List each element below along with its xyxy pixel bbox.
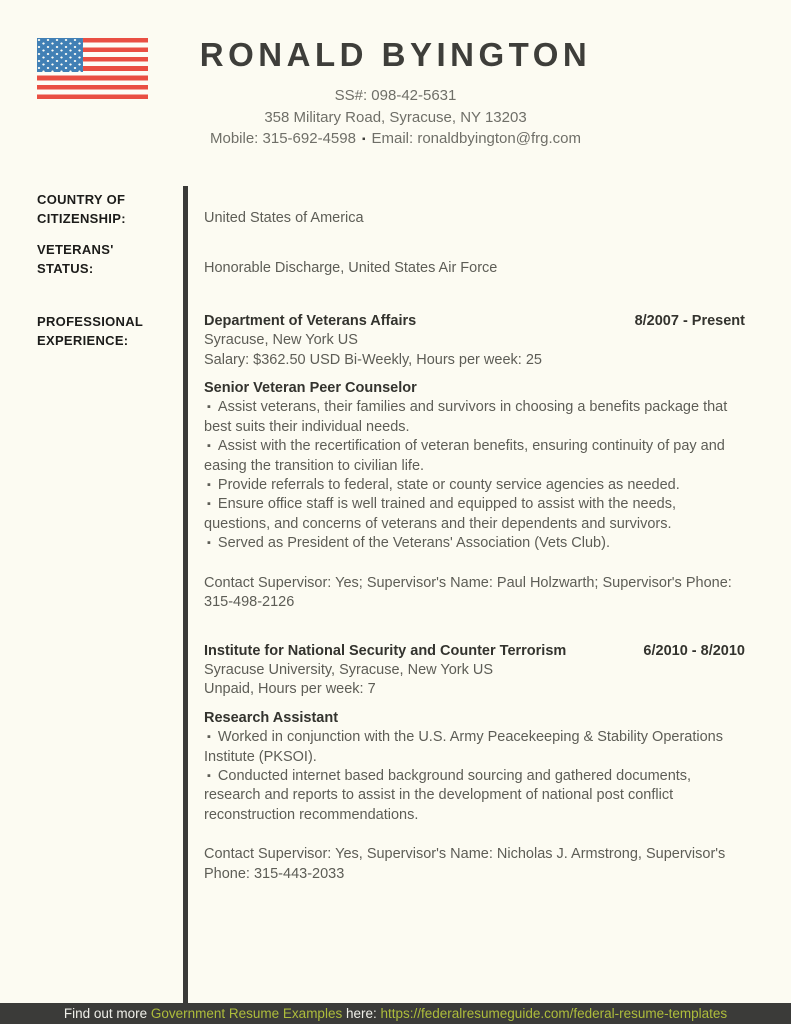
us-flag-icon — [37, 38, 148, 99]
job-1-header — [204, 312, 745, 331]
job-1-location: Syracuse, New York US — [204, 332, 358, 349]
job-1-bullet: ▪ Assist with the recertification of veteran benefits, ensuring continuity of pay and easing the transition to civilian life. — [204, 437, 745, 476]
job-2-employer: Institute for National Security and Counter Terrorism — [204, 642, 567, 659]
footer-middle: here: — [342, 1006, 381, 1021]
job-1-supervisor: Contact Supervisor: Yes; Supervisor's Name: Paul Holzwarth; Supervisor's Phone: 315-498-2126 — [204, 574, 732, 611]
job-2-title: Research Assistant — [204, 709, 339, 726]
job-2-dates: 6/2010 - 8/2010 — [643, 642, 745, 659]
contact-phone-email — [0, 128, 791, 151]
job-1-bullet: ▪ Assist veterans, their families and survivors in choosing a benefits package that best suits their individual needs. — [204, 398, 745, 437]
footer-prefix: Find out more — [63, 1006, 151, 1021]
bullet-separator-icon: ▪ — [361, 134, 366, 145]
experience-label: PROFESSIONAL EXPERIENCE: — [37, 313, 144, 348]
job-1-title: Senior Veteran Peer Counselor — [204, 380, 417, 397]
contact-email: Email: ronaldbyington@frg.com — [371, 130, 581, 147]
job-2-location: Syracuse University, Syracuse, New York US — [204, 661, 494, 678]
footer-url-link[interactable]: https://federalresumeguide.com/federal-resume-templates — [380, 1006, 728, 1021]
job-1-bullet: ▪ Ensure office staff is well trained and equipped to assist with the needs, questions, and concerns of veterans and their dependents and survivors. — [204, 495, 745, 534]
section-veterans-status — [0, 240, 791, 278]
veterans-status-value: Honorable Discharge, United States Air Force — [204, 260, 498, 277]
veterans-status-label: VETERANS' STATUS: — [37, 242, 114, 277]
job-2-supervisor: Contact Supervisor: Yes, Supervisor's Name: Nicholas J. Armstrong, Supervisor's Phone: 315-443-2033 — [204, 846, 726, 882]
job-2-bullet: ▪ Worked in conjunction with the U.S. Army Peacekeeping & Stability Operations Institute (PKSOI). — [204, 728, 745, 767]
contact-address: 358 Military Road, Syracuse, NY 13203 — [264, 108, 527, 126]
citizenship-value: United States of America — [204, 210, 364, 226]
page-title: RONALD BYINGTON — [199, 36, 592, 73]
footer-examples-link[interactable]: Government Resume Examples — [150, 1006, 343, 1021]
job-2-bullet: ▪ Conducted internet based background sourcing and gathered documents, research and reports to assist in the development of national post conflict reconstruction recommendations. — [204, 767, 745, 825]
job-1-employer: Department of Veterans Affairs — [204, 312, 417, 329]
contact-mobile: Mobile: 315-692-4598 — [210, 130, 356, 147]
citizenship-label: COUNTRY OF CITIZENSHIP: — [37, 192, 126, 226]
job-2-header — [204, 642, 745, 661]
us-flag-canton — [37, 38, 83, 72]
section-experience — [0, 312, 791, 884]
job-2-pay: Unpaid, Hours per week: 7 — [204, 681, 376, 698]
job-1-bullet: ▪ Provide referrals to federal, state or county service agencies as needed. — [204, 476, 745, 495]
job-entry-2 — [204, 642, 745, 884]
job-entry-1 — [204, 312, 745, 613]
footer-bar — [0, 1003, 791, 1024]
job-1-bullet: ▪ Served as President of the Veterans' Association (Vets Club). — [204, 534, 745, 553]
contact-ssn: SS#: 098-42-5631 — [334, 87, 457, 104]
section-citizenship — [0, 190, 791, 228]
job-1-dates: 8/2007 - Present — [634, 312, 745, 329]
job-1-pay: Salary: $362.50 USD Bi-Weekly, Hours per week: 25 — [204, 351, 542, 368]
resume-body — [0, 190, 791, 884]
